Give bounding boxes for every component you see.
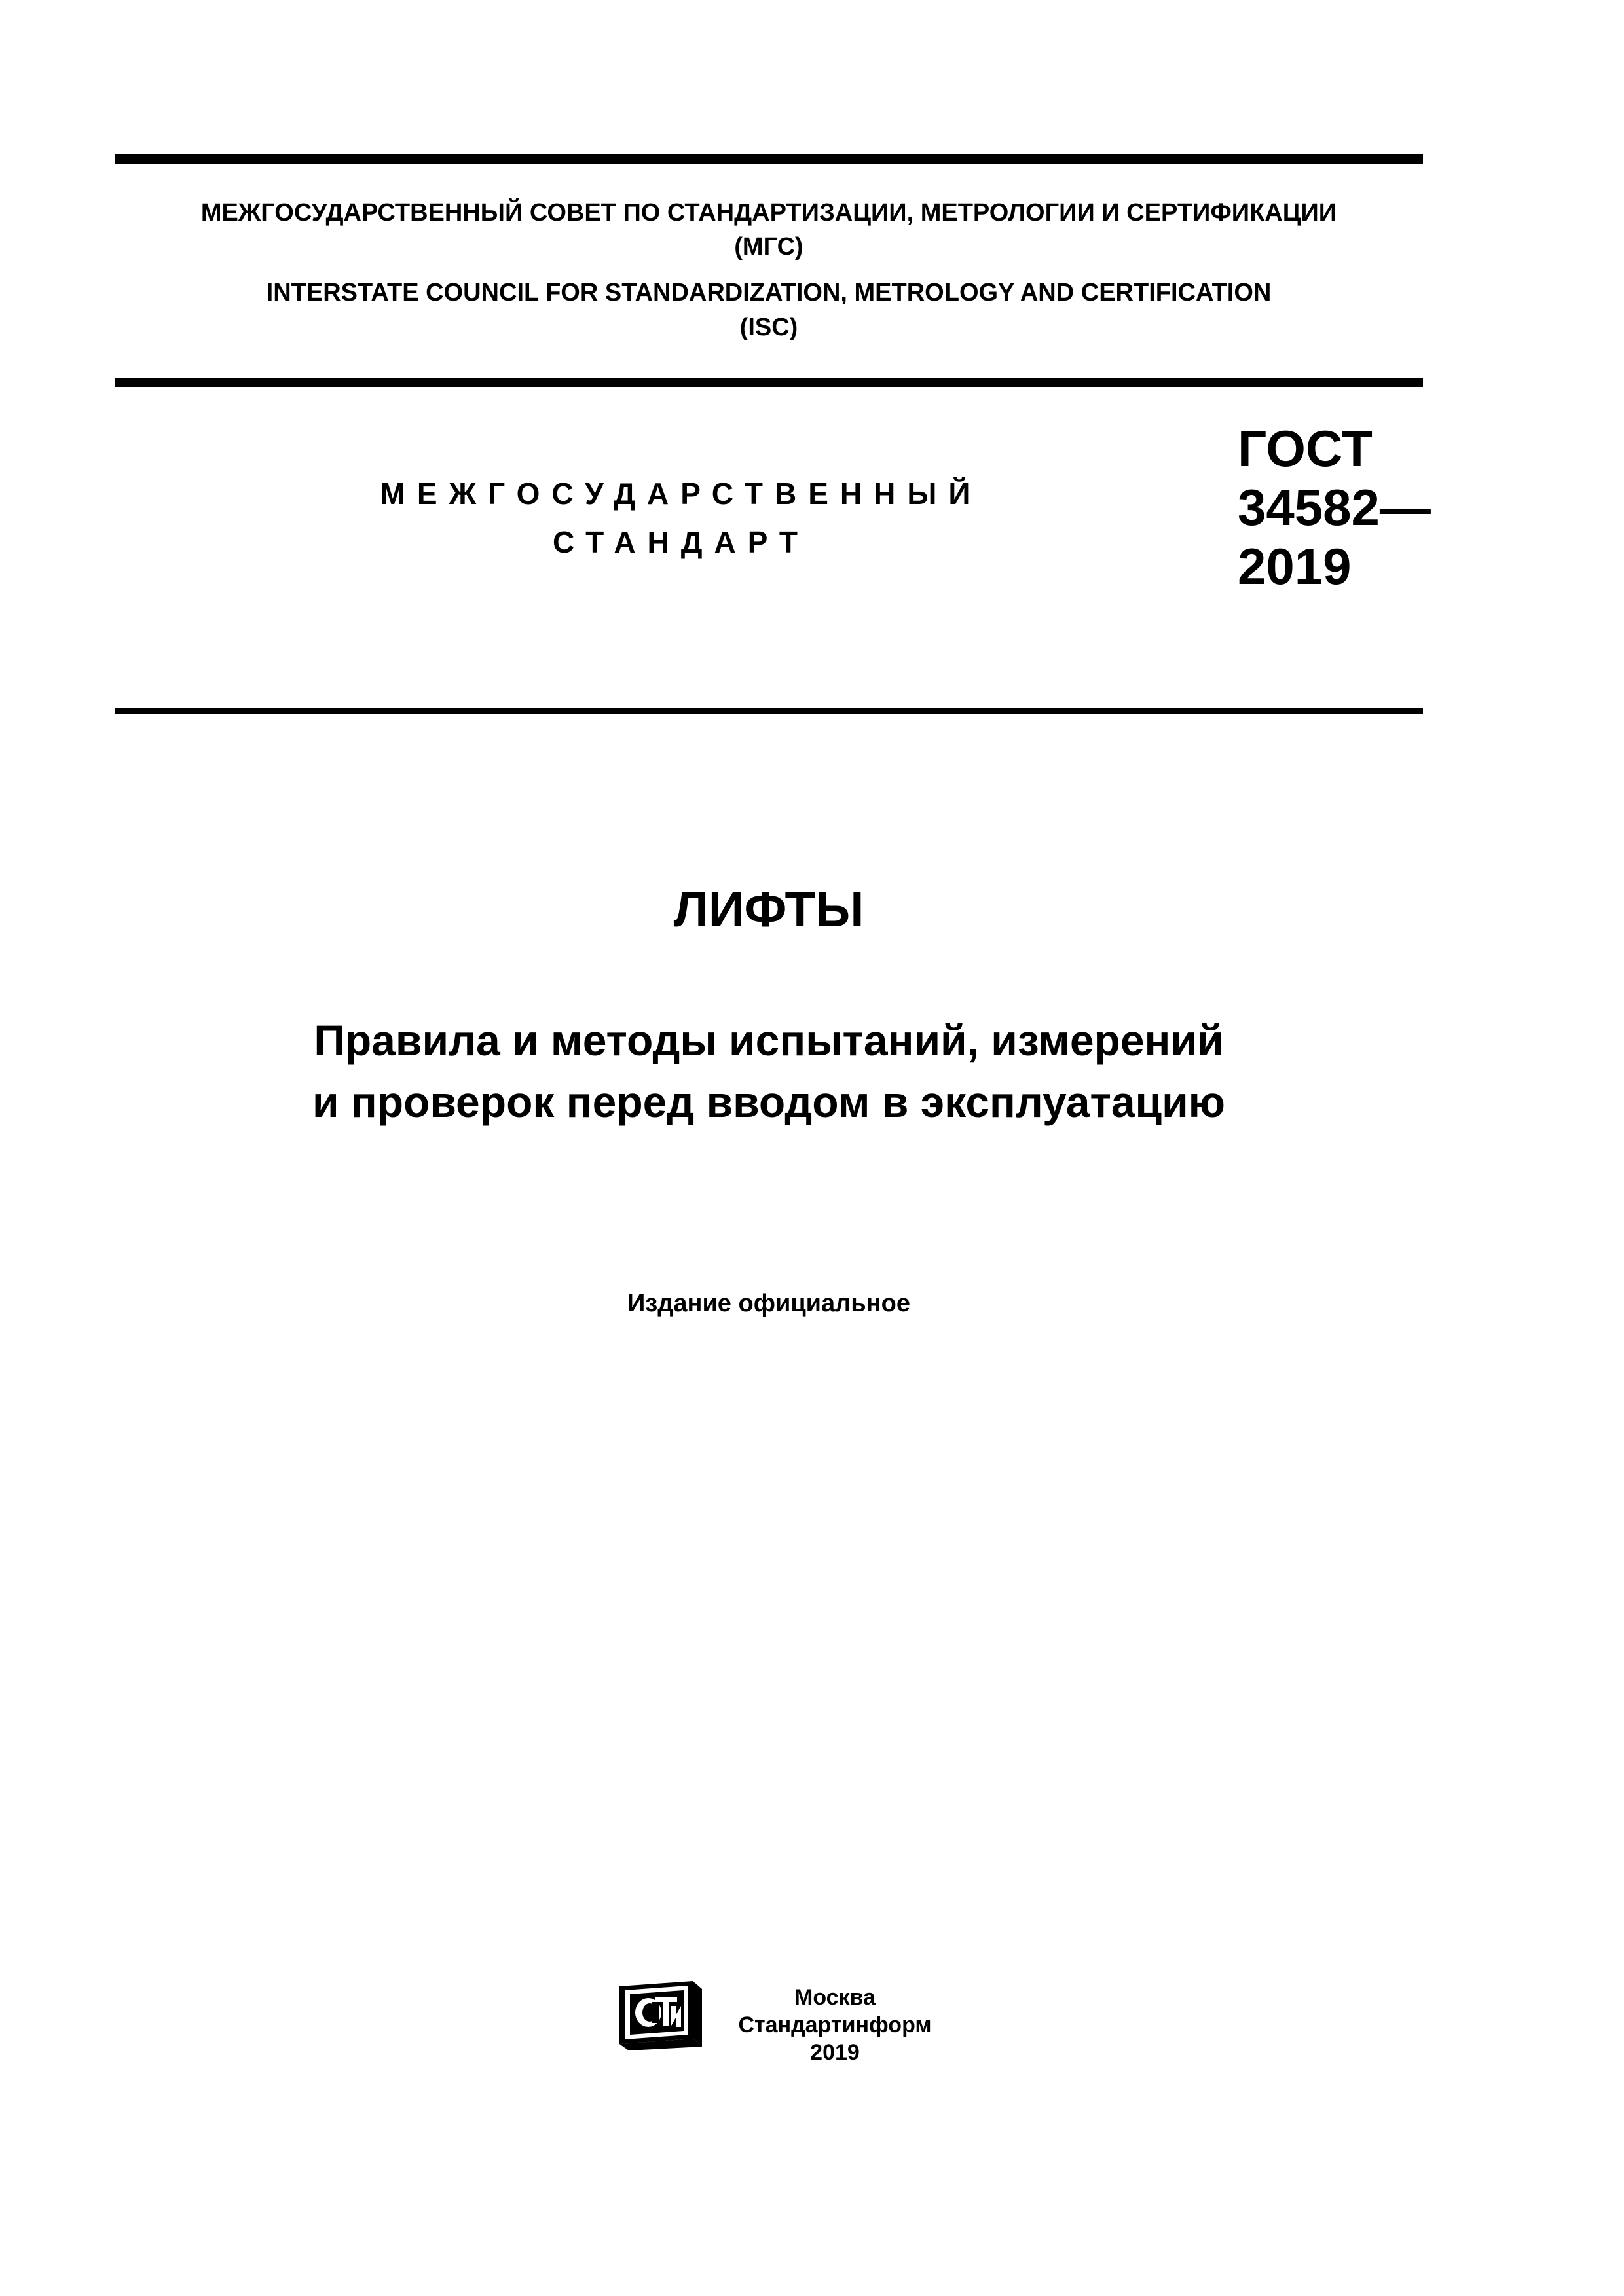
edition-note: Издание официальное <box>627 1290 910 1317</box>
council-name-en: INTERSTATE COUNCIL FOR STANDARDIZATION, METROLOGY AND CERTIFICATION <box>266 279 1272 306</box>
top-rule <box>115 154 1423 164</box>
standard-type-line2: СТАНДАРТ <box>553 525 809 559</box>
document-title: ЛИФТЫ <box>673 882 864 938</box>
standartinform-logo-icon <box>616 1977 707 2052</box>
council-abbr-ru: (МГС) <box>734 233 803 261</box>
document-subtitle-line2: и проверок перед вводом в эксплуатацию <box>312 1078 1226 1126</box>
bottom-rule <box>115 708 1423 714</box>
gost-year: 2019 <box>1238 538 1352 595</box>
council-name-ru: МЕЖГОСУДАРСТВЕННЫЙ СОВЕТ ПО СТАНДАРТИЗАЦИИ, МЕТРОЛОГИИ И СЕРТИФИКАЦИИ <box>200 199 1337 227</box>
council-abbr-en: (ISC) <box>739 314 798 341</box>
publisher-block <box>727 1984 943 2066</box>
gost-number: 34582— <box>1238 479 1431 536</box>
publisher-year: 2019 <box>810 2040 860 2065</box>
gost-designation <box>1238 419 1431 596</box>
standard-type-line1: МЕЖГОСУДАРСТВЕННЫЙ <box>380 477 982 511</box>
gost-label: ГОСТ <box>1238 420 1373 477</box>
document-subtitle-line1: Правила и методы испытаний, измерений <box>314 1016 1224 1065</box>
publisher-city: Москва <box>794 1985 876 2010</box>
publisher-name: Стандартинформ <box>738 2013 932 2037</box>
middle-rule <box>115 378 1423 387</box>
